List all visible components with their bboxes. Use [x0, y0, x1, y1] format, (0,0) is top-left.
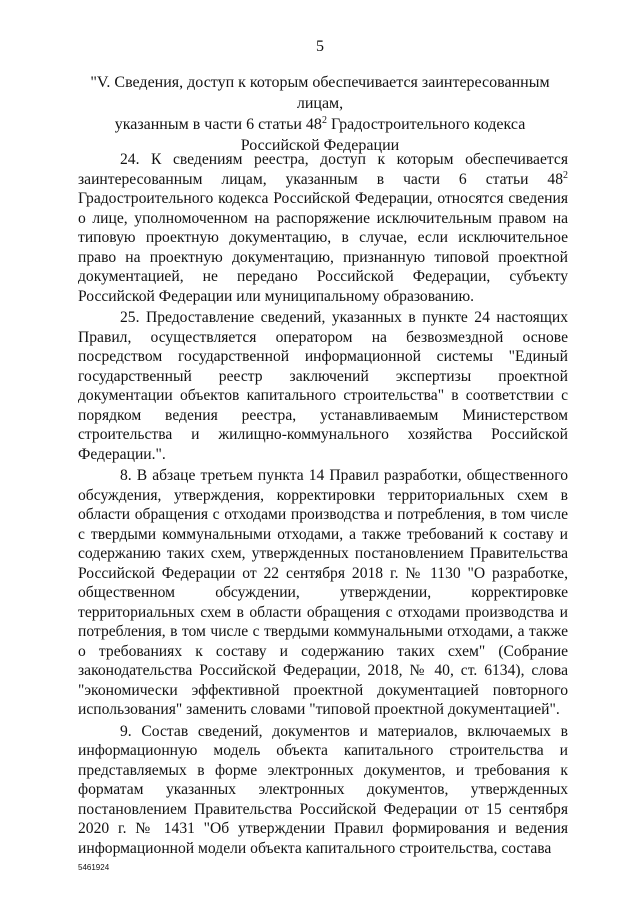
paragraph-24-rest: Градостроительного кодекса Российской Федерации, относятся сведения о лице, уполномоченном на распоряжение исключительным правом на типовую проектную документацию, в случае, если исключительное право на проектную документацию, признанную типовой проектной документацией, не передано Российской Федерации, субъекту Российской Федерации или муниципальному образованию. [78, 190, 568, 305]
heading-line-2-text: указанным в части 6 статьи 48 [114, 116, 322, 133]
paragraph-8: 8. В абзаце третьем пункта 14 Правил разработки, общественного обсуждения, утверждения, корректировки территориальных схем в области обращения с отходами производства и потребления, в том числе с твердыми коммунальными отходами, а также требований к составу и содержанию таких схем, утвержденных постановлением Правительства Российской Федерации от 22 сентября 2018 г. № 1130 "О разработке, общественном обсуждении, утверждении, корректировке территориальных схем в области обращения с отходами производства и потребления, в том числе с твердыми коммунальными отходами, а также о требованиях к составу и содержанию таких схем" (Собрание законодательства Российской Федерации, 2018, № 40, ст. 6134), слова "экономически эффективной проектной документацией повторного использования" заменить словами "типовой проектной документацией". [78, 467, 568, 718]
paragraph-24 [78, 150, 568, 306]
heading-line-2 [70, 114, 570, 135]
heading-superscript: 2 [321, 115, 327, 126]
heading-line-1: "V. Сведения, доступ к которым обеспечивается заинтересованным лицам, [90, 74, 550, 112]
heading-line-2-rest: Градостроительного кодекса [326, 116, 526, 133]
heading-line-3: Российской Федерации [240, 137, 400, 154]
page-number: 5 [316, 38, 324, 55]
section-heading [70, 72, 570, 156]
document-body [78, 150, 568, 858]
paragraph-24-text: 24. К сведениям реестра, доступ к которым обеспечивается заинтересованным лицам, указанным в части 6 статьи 48 [78, 151, 568, 188]
paragraph-9: 9. Состав сведений, документов и материалов, включаемых в информационную модель объекта капитального строительства и представляемых в форме электронных документов, и требования к форматам указанных электронных документов, утвержденных постановлением Правительства Российской Федерации от 15 сентября 2020 г. № 1431 "Об утверждении Правил формирования и ведения информационной модели объекта капитального строительства, состава [78, 722, 568, 857]
paragraph-24-superscript: 2 [563, 169, 568, 181]
document-code: 5461924 [78, 863, 110, 872]
paragraph-25: 25. Предоставление сведений, указанных в пункте 24 настоящих Правил, осуществляется оператором на безвозмездной основе посредством государственной информационной системы "Единый государственный реестр заключений экспертизы проектной документации объектов капитального строительства" в соответствии с порядком ведения реестра, устанавливаемым Министерством строительства и жилищно-коммунального хозяйства Российской Федерации.". [78, 309, 568, 463]
